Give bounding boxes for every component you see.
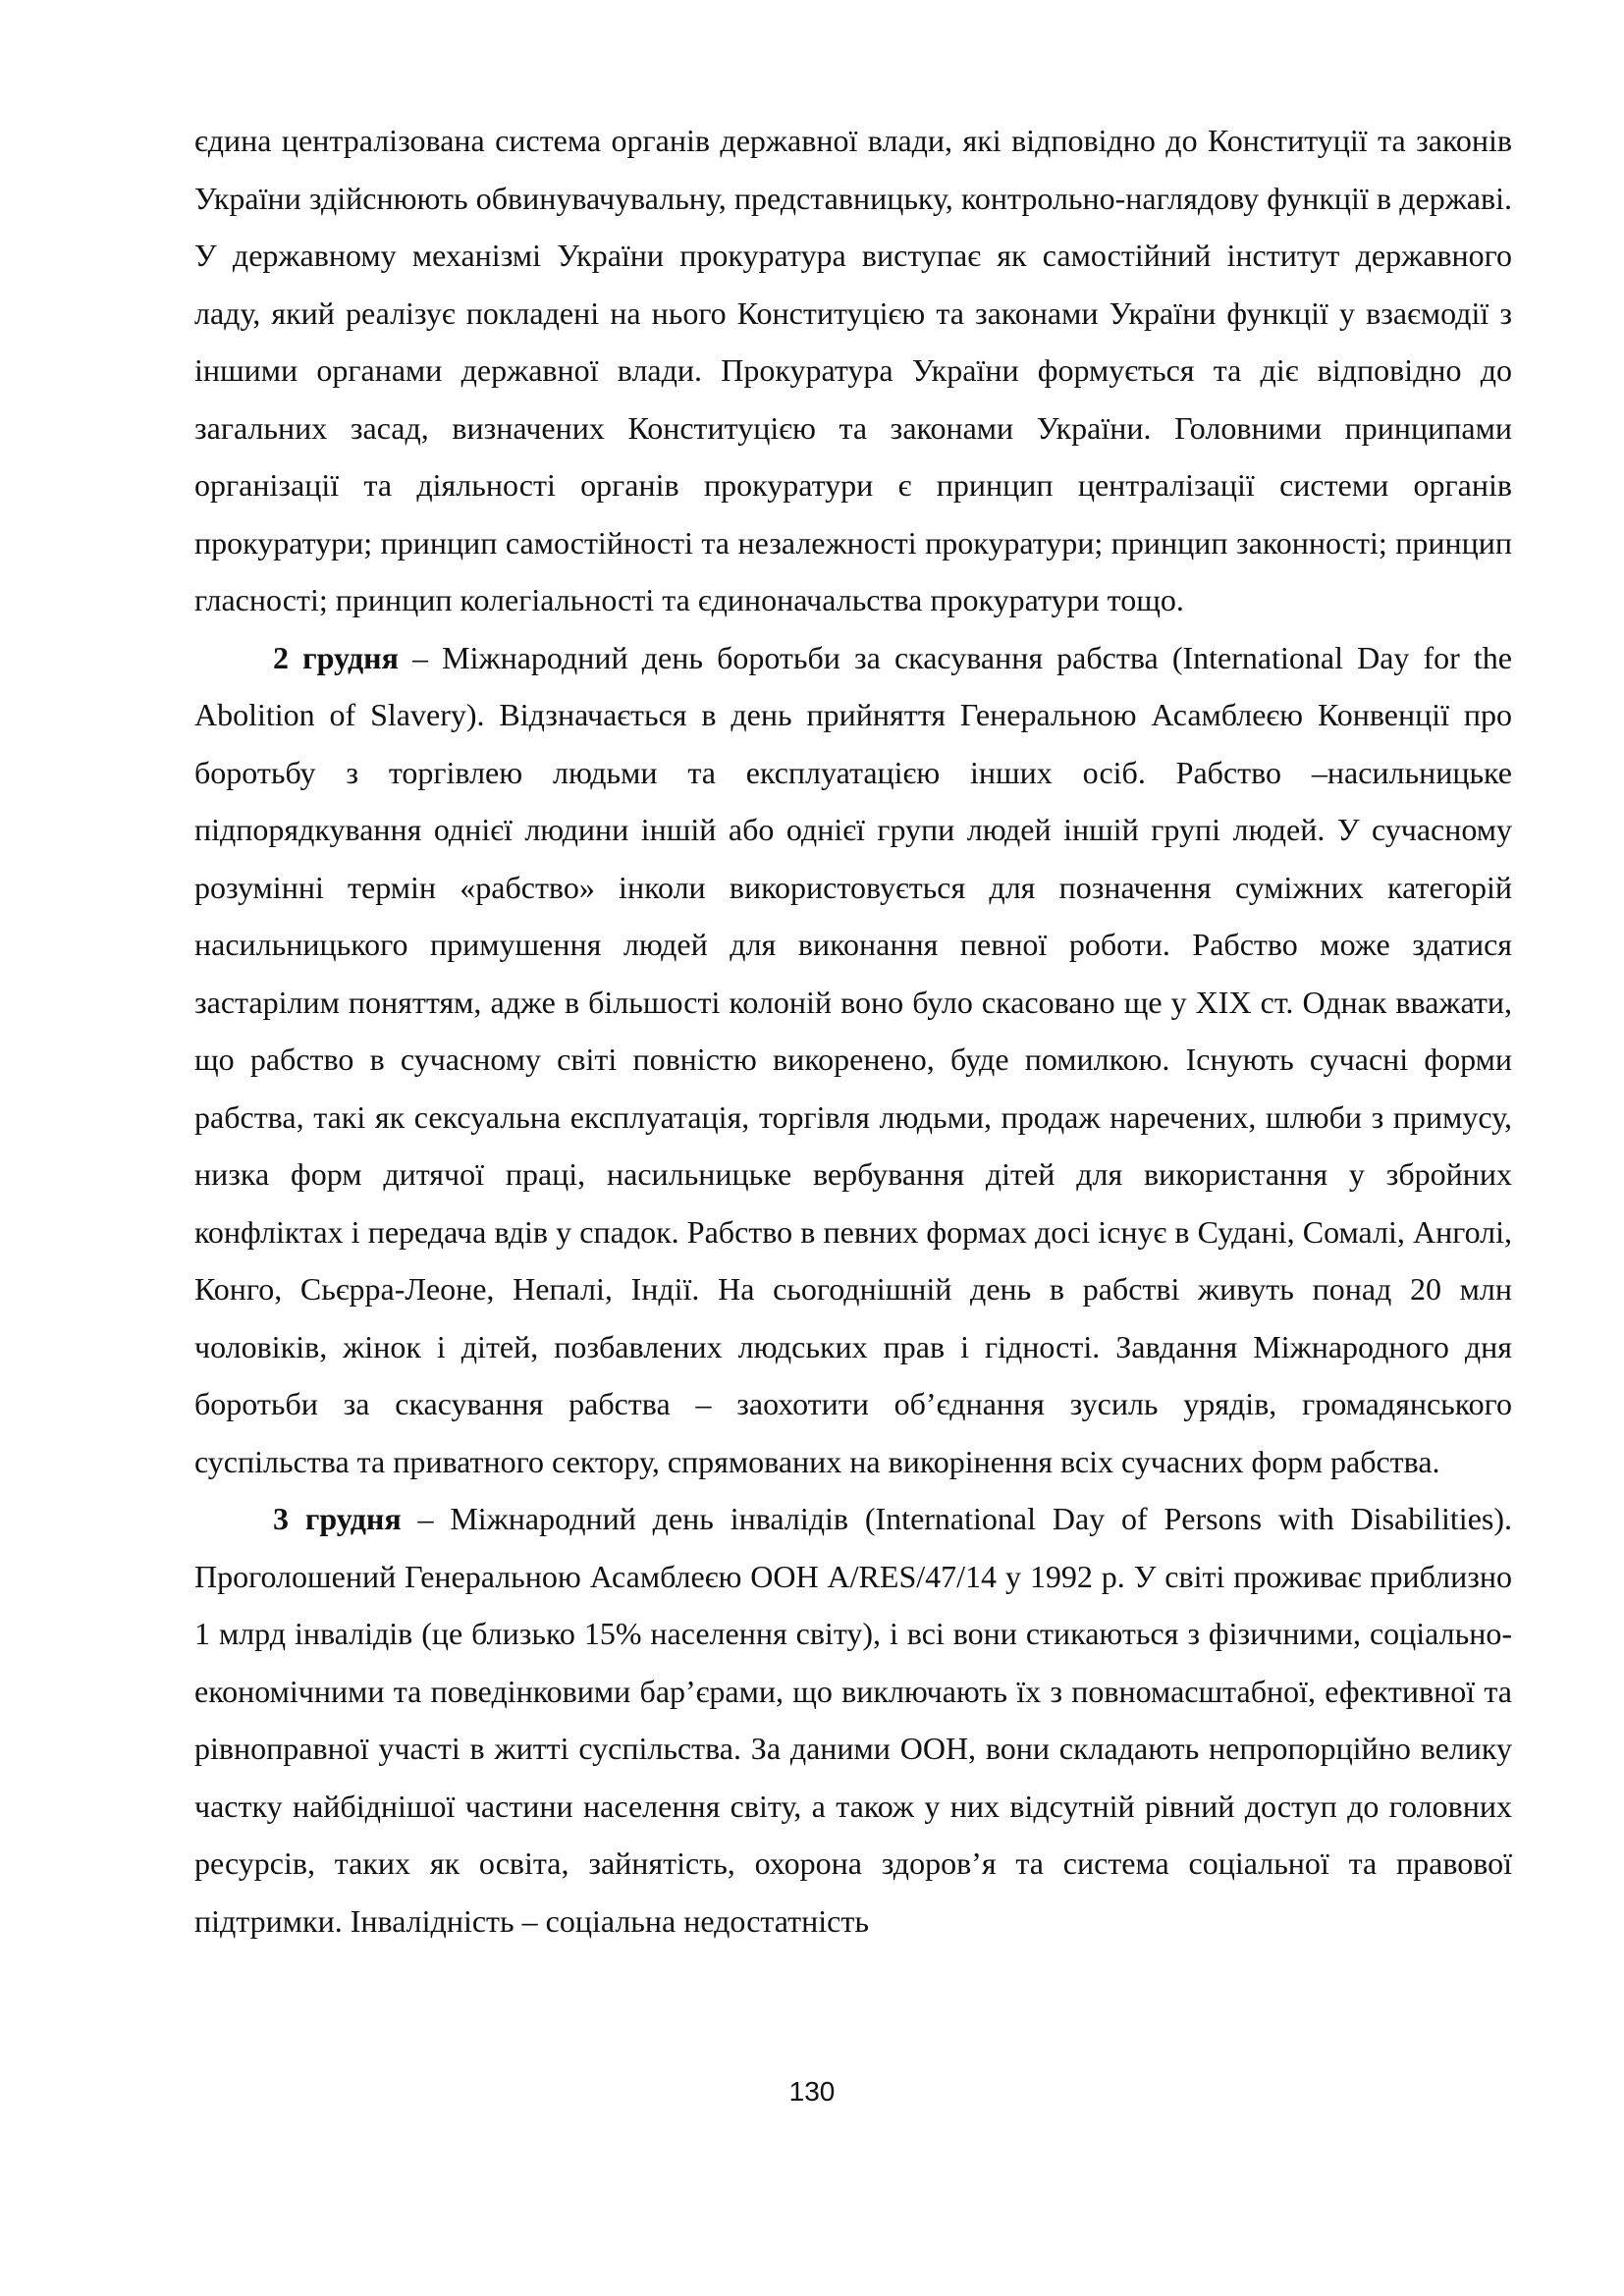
paragraph-prosecutor-office (194, 112, 1512, 629)
paragraph-persons-with-disabilities (194, 1490, 1512, 1949)
date-heading: 2 грудня (273, 639, 399, 675)
paragraph-text: єдина централізована система органів державної влади, які відповідно до Конституції та законів України здійснюють обвинувачувальну, представницьку, контрольно-наглядову функції в державі. У державному механізмі України прокуратура виступає як самостійний інститут державного ладу, який реалізує покладені на нього Конституцією та законами України функції у взаємодії з іншими органами державної влади. Прокуратура України формується та діє відповідно до загальних засад, визначених Конституцією та законами України. Головними принципами організації та діяльності органів прокуратури є принцип централізації системи органів прокуратури; принцип самостійності та незалежності прокуратури; принцип законності; принцип гласності; принцип колегіальності та єдиноначальства прокуратури тощо. (194, 123, 1512, 617)
date-heading: 3 грудня (273, 1501, 402, 1536)
page-body (194, 112, 1512, 1949)
paragraph-text: – Міжнародний день боротьби за скасування рабства (International Day for the Abolition of Slavery). Відзначається в день прийняття Генеральною Асамблеєю Конвенції про боротьбу з торгівлею людьми та експлуатацією інших осіб. Рабство –насильницьке підпорядкування однієї людини іншій або однієї групи людей іншій групі людей. У сучасному розумінні термін «рабство» інколи використовується для позначення суміжних категорій насильницького примушення людей для виконання певної роботи. Рабство може здатися застарілим поняттям, адже в більшості колоній воно було скасовано ще у XIX ст. Однак вважати, що рабство в сучасному світі повністю викоренено, буде помилкою. Існують сучасні форми рабства, такі як сексуальна експлуатація, торгівля людьми, продаж наречених, шлюби з примусу, низка форм дитячої праці, насильницьке вербування дітей для використання у збройних конфліктах і передача вдів у спадок. Рабство в певних формах досі існує в Судані, Сомалі, Анголі, Конго, Сьєрра-Леоне, Непалі, Індії. На сьогоднішній день в рабстві живуть понад 20 млн чоловіків, жінок і дітей, позбавлених людських прав і гідності. Завдання Міжнародного дня боротьби за скасування рабства – заохотити об’єднання зусиль урядів, громадянського суспільства та приватного сектору, спрямованих на викорінення всіх сучасних форм рабства. (194, 639, 1513, 1479)
page-number: 130 (788, 2076, 836, 2107)
paragraph-text: – Міжнародний день інвалідів (International Day of Persons with Disabilities). Проголошений Генеральною Асамблеєю ООН A/RES/47/14 у 1992 р. У світі проживає приблизно 1 млрд інвалідів (це близько 15% населення світу), і всі вони стикаються з фізичними, соціально-економічними та поведінковими бар’єрами, що виключають їх з повномасштабної, ефективної та рівноправної участі в житті суспільства. За даними ООН, вони складають непропорційно велику частку найбіднішої частини населення світу, а також у них відсутній рівний доступ до головних ресурсів, таких як освіта, зайнятість, охорона здоров’я та система соціальної та правової підтримки. Інвалідність – соціальна недостатність (194, 1501, 1513, 1939)
paragraph-abolition-of-slavery (194, 629, 1512, 1491)
